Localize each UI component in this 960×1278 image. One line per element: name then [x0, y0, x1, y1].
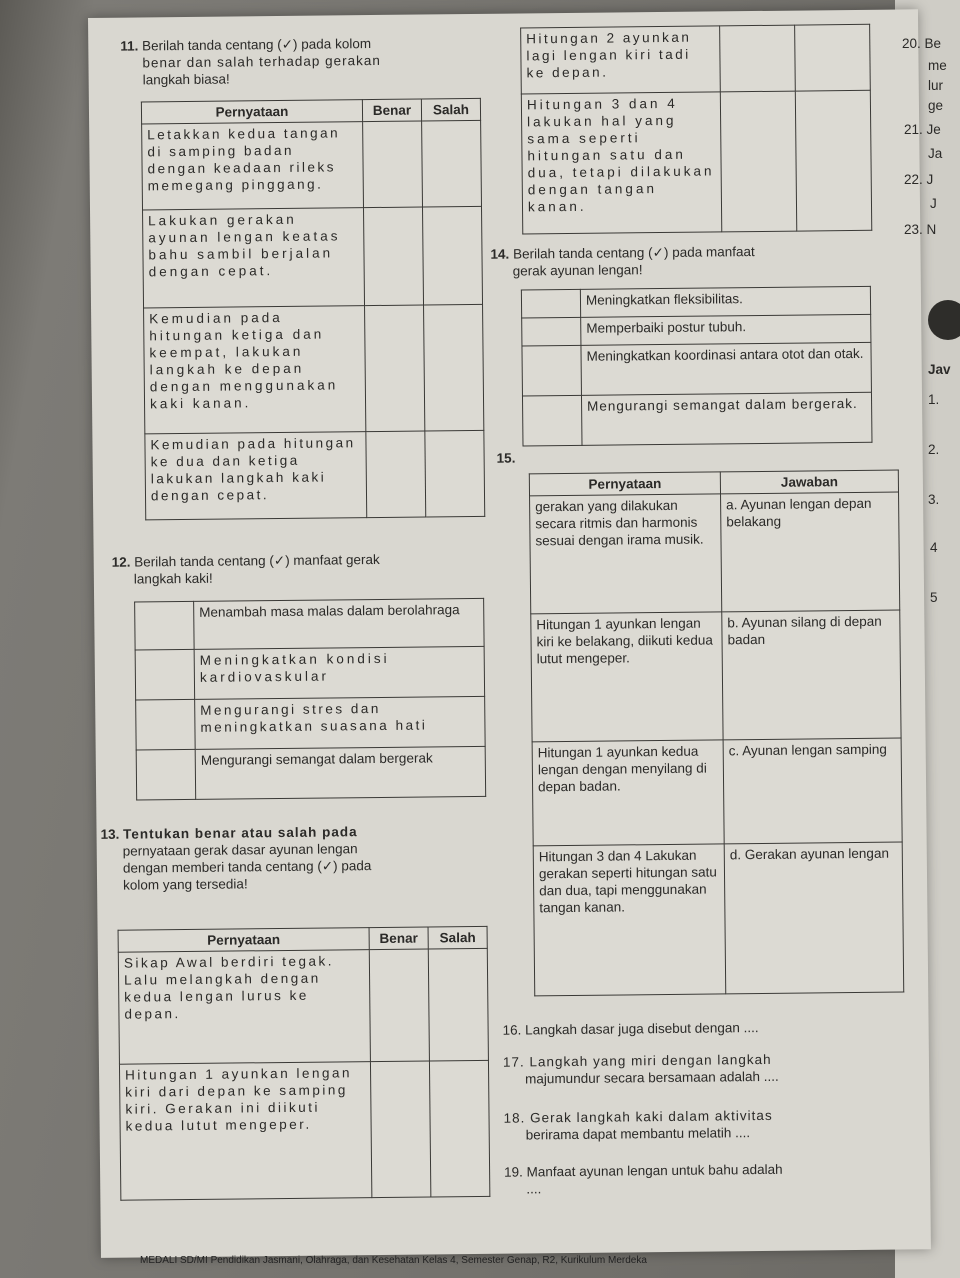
q13-text-2: pernyataan gerak dasar ayunan lengan	[122, 841, 358, 859]
question-17	[503, 1049, 913, 1087]
q11-row-1-false-cell[interactable]	[422, 120, 482, 207]
q14-row-4: Mengurangi semangat dalam bergerak.	[581, 392, 872, 445]
q13-table	[118, 926, 491, 1201]
q14-number: 14.	[490, 246, 510, 262]
q15-row-1-answer: a. Ayunan lengan depan belakang	[721, 492, 900, 612]
q13-text-4: kolom yang tersedia!	[123, 876, 248, 893]
q12-row-3-check-cell[interactable]	[136, 699, 196, 750]
side-q21-line2: Ja	[928, 146, 943, 161]
question-11	[120, 34, 481, 89]
question-12	[112, 550, 492, 588]
question-13	[100, 822, 491, 894]
q15-header-answer: Jawaban	[720, 470, 898, 494]
q15-row-4-answer: d. Gerakan ayunan lengan	[724, 842, 904, 994]
q11-text-3: langkah biasa!	[142, 71, 230, 88]
q13-row-1-false-cell[interactable]	[428, 948, 488, 1061]
q13-row-1-true-cell[interactable]	[369, 949, 429, 1062]
q18-text-1: 18. Gerak langkah kaki dalam aktivitas	[503, 1107, 773, 1126]
q11-header-false: Salah	[421, 98, 480, 121]
question-18	[503, 1105, 913, 1143]
q14-row-2-check-cell[interactable]	[522, 317, 581, 346]
q15-row-4-statement: Hitungan 3 dan 4 Lakukan gerakan seperti hitungan satu dan dua, tapi menggunakan tangan kanan.	[533, 844, 726, 996]
q11-header-true: Benar	[362, 99, 421, 122]
worksheet-page	[88, 9, 934, 1258]
question-14	[490, 242, 880, 280]
q13-text-1: Tentukan benar atau salah pada	[123, 824, 358, 842]
q13-number: 13.	[100, 826, 120, 842]
q12-row-4-check-cell[interactable]	[136, 749, 196, 800]
q12-row-1-check-cell[interactable]	[135, 601, 194, 650]
side-q20-line3: lur	[928, 78, 944, 93]
q12-text-1: Berilah tanda centang (✓) manfaat gerak	[134, 551, 380, 570]
q15-row-3-statement: Hitungan 1 ayunkan kedua lengan dengan menyilang di depan badan.	[532, 740, 724, 846]
q19-text-1: 19. Manfaat ayunan lengan untuk bahu adalah	[504, 1161, 783, 1180]
q12-table	[134, 598, 486, 801]
q13-text-3: dengan memberi tanda centang (✓) pada	[122, 858, 372, 876]
q13-table-continued	[520, 24, 872, 235]
q19-text-2: ....	[526, 1181, 542, 1197]
q13-row-3: Hitungan 2 ayunkan lagi lengan kiri tadi ke depan.	[521, 26, 721, 94]
side-n3: 3.	[928, 492, 940, 507]
footer-text: MEDALI SD/MI Pendidikan Jasmani, Olahraga, dan Kesehatan Kelas 4, Semester Genap, R2, Kurikulum Merdeka	[140, 1255, 647, 1266]
q13-row-3-true-cell[interactable]	[720, 25, 796, 92]
question-16	[503, 1018, 903, 1039]
q11-row-3-false-cell[interactable]	[424, 304, 484, 431]
q12-text-2: langkah kaki!	[133, 570, 213, 587]
q14-row-3-check-cell[interactable]	[522, 345, 582, 396]
q11-row-1-true-cell[interactable]	[363, 121, 423, 208]
q13-row-2-false-cell[interactable]	[429, 1060, 489, 1197]
q11-header-statement: Pernyataan	[141, 100, 362, 124]
q16-text: 16. Langkah dasar juga disebut dengan ....	[502, 1020, 759, 1038]
side-q23: 23. N	[904, 222, 937, 237]
q13-header-false: Salah	[428, 926, 487, 949]
q13-header-true: Benar	[369, 927, 428, 950]
side-n4: 4	[930, 540, 938, 555]
q14-table	[521, 286, 873, 447]
q13-row-3-false-cell[interactable]	[795, 24, 871, 91]
q11-row-2-true-cell[interactable]	[364, 207, 424, 306]
q14-text-1: Berilah tanda centang (✓) pada manfaat	[512, 244, 755, 262]
q11-row-2-false-cell[interactable]	[422, 206, 482, 305]
q11-number: 11.	[120, 38, 139, 54]
q14-row-2: Memperbaiki postur tubuh.	[581, 314, 871, 345]
q11-row-4-false-cell[interactable]	[425, 430, 485, 517]
q13-row-4: Hitungan 3 dan 4 lakukan hal yang sama seperti hitungan satu dan dua, tetapi dilakukan dengan tangan kanan.	[521, 92, 721, 234]
q17-text-1: 17. Langkah yang miri dengan langkah	[502, 1051, 772, 1070]
side-q22-line2: J	[930, 196, 937, 211]
q12-row-3: Mengurangi stres dan meningkatkan suasana hati	[195, 696, 486, 749]
q12-row-4: Mengurangi semangat dalam bergerak	[195, 746, 486, 799]
side-n1: 1.	[928, 392, 940, 407]
q13-row-4-false-cell[interactable]	[795, 90, 871, 231]
q11-table	[141, 98, 485, 521]
q12-number: 12.	[111, 554, 131, 570]
q15-row-1-statement: gerakan yang dilakukan secara ritmis dan harmonis sesuai dengan irama musik.	[530, 494, 722, 614]
q13-row-2: Hitungan 1 ayunkan lengan kiri dari depan ke samping kiri. Gerakan ini diikuti kedua lutut mengeper.	[119, 1062, 371, 1201]
side-n2: 2.	[928, 442, 940, 457]
side-q21: 21. Je	[904, 122, 941, 137]
q11-row-1: Letakkan kedua tangan di samping badan dengan keadaan rileks memegang pinggang.	[142, 122, 364, 210]
q17-text-2: majumundur secara bersamaan adalah ....	[525, 1068, 779, 1087]
q11-text-2: benar dan salah terhadap gerakan	[142, 52, 381, 71]
side-black-mark	[928, 300, 960, 340]
q11-row-4: Kemudian pada hitungan ke dua dan ketiga lakukan langkah kaki dengan cepat.	[145, 432, 367, 520]
q15-number: 15.	[496, 450, 516, 466]
side-q20-line4: ge	[928, 98, 944, 113]
q13-row-1: Sikap Awal berdiri tegak. Lalu melangkah dengan kedua lengan lurus ke depan.	[118, 950, 370, 1065]
q15-row-2-statement: Hitungan 1 ayunkan lengan kiri ke belakang, diikuti kedua lutut mengeper.	[531, 612, 723, 742]
q14-row-4-check-cell[interactable]	[522, 395, 582, 446]
q14-row-1: Meningkatkan fleksibilitas.	[580, 286, 870, 317]
q12-row-2-check-cell[interactable]	[135, 649, 195, 700]
q14-row-3: Meningkatkan koordinasi antara otot dan otak.	[581, 342, 872, 395]
q15-table	[529, 470, 904, 997]
q12-row-2: Meningkatkan kondisi kardiovaskular	[194, 646, 485, 699]
q11-text-1: Berilah tanda centang (✓) pada kolom	[142, 36, 372, 54]
q14-row-1-check-cell[interactable]	[521, 289, 580, 318]
question-19	[504, 1159, 924, 1197]
side-q20: 20. Be	[902, 36, 942, 51]
side-q22: 22. J	[904, 172, 934, 187]
side-jawaban: Jav	[928, 362, 951, 377]
q11-row-4-true-cell[interactable]	[366, 431, 426, 518]
q13-row-4-true-cell[interactable]	[720, 91, 796, 232]
q15-header-statement: Pernyataan	[529, 472, 720, 496]
q11-row-3: Kemudian pada hitungan ketiga dan keempat, lakukan langkah ke depan dengan menggunakan kaki kanan.	[144, 306, 366, 434]
q14-text-2: gerak ayunan lengan!	[512, 262, 643, 279]
question-15	[497, 450, 516, 467]
q11-row-2: Lakukan gerakan ayunan lengan keatas bahu sambil berjalan dengan cepat.	[143, 208, 365, 308]
q11-row-3-true-cell[interactable]	[365, 305, 425, 432]
q15-row-2-answer: b. Ayunan silang di depan badan	[722, 610, 901, 740]
q15-row-3-answer: c. Ayunan lengan samping	[723, 738, 902, 844]
q18-text-2: berirama dapat membantu melatih ....	[525, 1125, 751, 1143]
q12-row-1: Menambah masa malas dalam berolahraga	[194, 598, 484, 649]
q13-header-statement: Pernyataan	[118, 928, 369, 953]
side-n5: 5	[930, 590, 938, 605]
q13-row-2-true-cell[interactable]	[370, 1061, 430, 1198]
side-q20-line2: me	[928, 58, 947, 73]
